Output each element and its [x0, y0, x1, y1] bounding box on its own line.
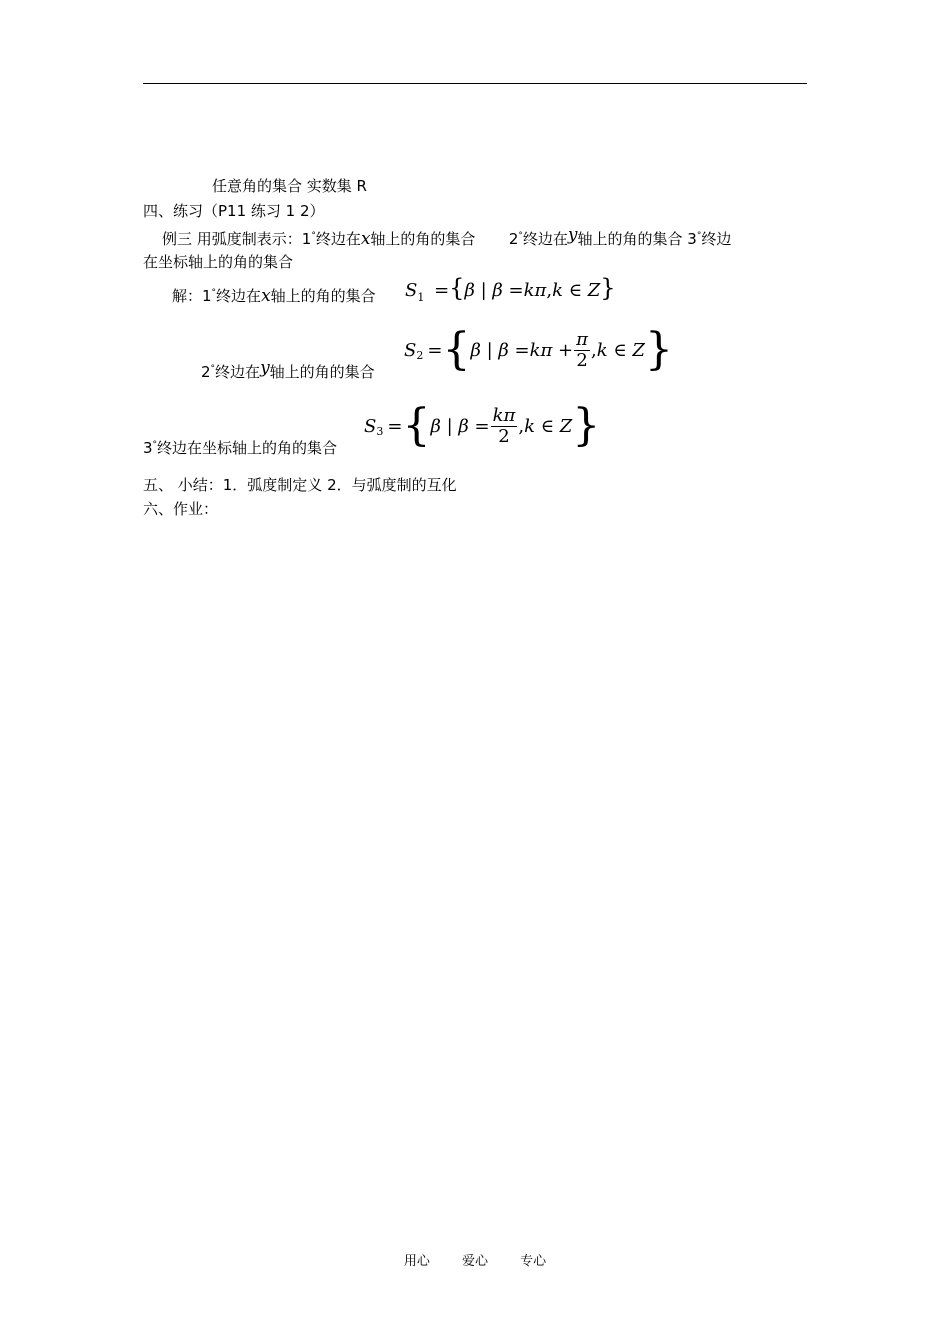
example-text: 轴上的角的集合 3	[577, 230, 697, 248]
example-text: 轴上的角的集合	[370, 230, 476, 248]
formula-s2: S 2 = { β | β = kπ + $\frac{\pi}{2}$ , k ∈ Z }	[404, 324, 673, 375]
footer-item: 专心	[520, 1254, 547, 1269]
example-three-line2: 在坐标轴上的角的集合	[143, 253, 294, 271]
sol-lead: 解：1	[172, 287, 212, 305]
frac-den: 2	[498, 425, 510, 447]
solution-1-label	[172, 287, 376, 308]
set-symbol: S	[364, 415, 377, 437]
set-subscript: 2	[416, 348, 424, 362]
frac-num: π	[576, 328, 588, 350]
degree-mark: °	[210, 364, 216, 374]
sol-lead: 2	[201, 363, 211, 381]
example-text: 终边在	[522, 230, 568, 248]
example-lead: 例三 用弧度制表示：1	[162, 230, 312, 248]
frac-num: kπ	[492, 404, 516, 426]
set-subscript: 3	[376, 424, 384, 438]
sol-text: 轴上的角的集合	[270, 287, 376, 305]
page-footer	[0, 1250, 950, 1269]
var-y: y	[260, 358, 270, 378]
example-text: 终边	[701, 230, 732, 248]
degree-mark: °	[152, 440, 158, 450]
set-symbol: S	[404, 339, 417, 361]
var-x: x	[360, 229, 371, 249]
line-any-angle-set: 任意角的集合 实数集 R	[212, 177, 367, 195]
degree-mark: °	[696, 231, 702, 241]
example-three-line1	[162, 225, 732, 251]
set-symbol: S	[405, 280, 418, 301]
set-subscript: 1	[417, 291, 425, 304]
sol-text: 终边在	[215, 363, 261, 381]
fraction-pi-over-2	[574, 330, 590, 371]
solution-3-label	[143, 439, 337, 460]
solution-2-label	[201, 358, 375, 384]
footer-item: 爱心	[461, 1254, 488, 1269]
sol-text: 终边在	[216, 287, 262, 305]
frac-den: 2	[576, 349, 588, 371]
fraction-kpi-over-2	[491, 406, 518, 447]
footer-item: 用心	[403, 1254, 430, 1269]
example-text: 终边在	[315, 230, 361, 248]
degree-mark: °	[518, 231, 523, 241]
degree-mark: °	[211, 288, 217, 298]
section-practice: 四、练习（P11 练习 1 2）	[143, 202, 325, 220]
sol-text: 轴上的角的集合	[269, 363, 375, 381]
var-y: y	[567, 225, 578, 245]
header-rule	[143, 83, 807, 84]
sol-text: 终边在坐标轴上的角的集合	[157, 439, 338, 457]
sol-lead: 3	[143, 439, 153, 457]
example-num: 2	[508, 230, 519, 248]
formula-s1: $S_1 =\{\beta$ | β =kπ,k ∈ Z}	[405, 274, 616, 304]
degree-mark: °	[311, 231, 316, 241]
section-summary: 五、 小结：1．弧度制定义 2．与弧度制的互化	[143, 476, 457, 494]
formula-s3: S 3 = { β | β = $\frac{k\pi}{2}$ , k ∈ Z }	[364, 400, 601, 451]
section-homework: 六、作业：	[143, 500, 219, 518]
var-x: x	[261, 286, 271, 306]
